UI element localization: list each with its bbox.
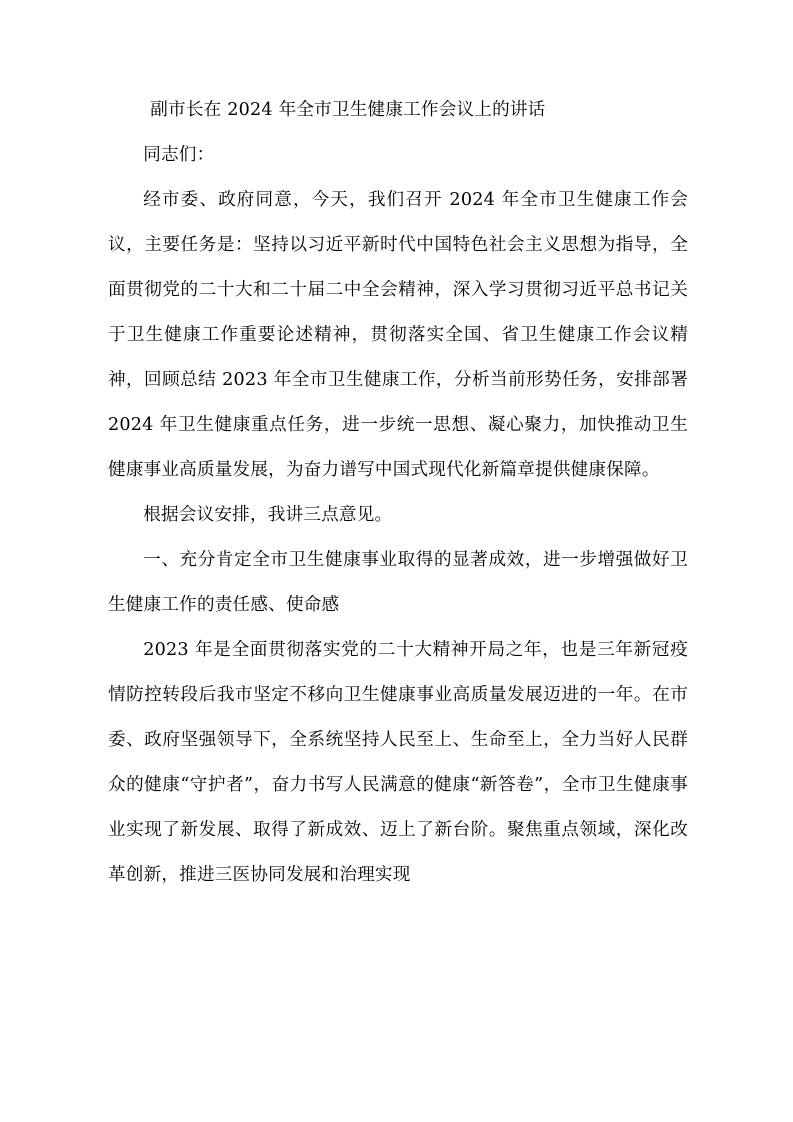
document-title: 副市长在 2024 年全市卫生健康工作会议上的讲话 — [150, 100, 546, 120]
paragraph-salutation: 同志们： — [143, 145, 215, 165]
paragraph-body-3: 2023 年是全面贯彻落实党的二十大精神开局之年，也是三年新冠疫情防控转段后我市坚定不移向卫生健康事业高质量发展迈进的一年。在市委、政府坚强领导下，全系统坚持人民至上、生命至上，全力当好人民群众的健康“守护者”，奋力书写人民满意的健康“新答卷”，全市卫生健康事业实现了新发展、取得了新成效、迈上了新台阶。聚焦重点领域，深化改革创新，推进三医协同发展和治理实现 — [108, 640, 688, 885]
document-body — [108, 88, 688, 898]
paragraph-body-2: 根据会议安排，我讲三点意见。 — [143, 505, 393, 525]
paragraph-body-1: 经市委、政府同意，今天，我们召开 2024 年全市卫生健康工作会议，主要任务是：坚持以习近平新时代中国特色社会主义思想为指导，全面贯彻党的二十大和二十届二中全会精神，深入学习贯彻习近平总书记关于卫生健康工作重要论述精神，贯彻落实全国、省卫生健康工作会议精神，回顾总结 2023 年全市卫生健康工作，分析当前形势任务，安排部署 2024 年卫生健康重点任务，进一步统一思想、凝心聚力，加快推动卫生健康事业高质量发展，为奋力谱写中国式现代化新篇章提供健康保障。 — [108, 190, 688, 480]
paragraph-heading-1: 一、充分肯定全市卫生健康事业取得的显著成效，进一步增强做好卫生健康工作的责任感、使命感 — [108, 550, 688, 615]
